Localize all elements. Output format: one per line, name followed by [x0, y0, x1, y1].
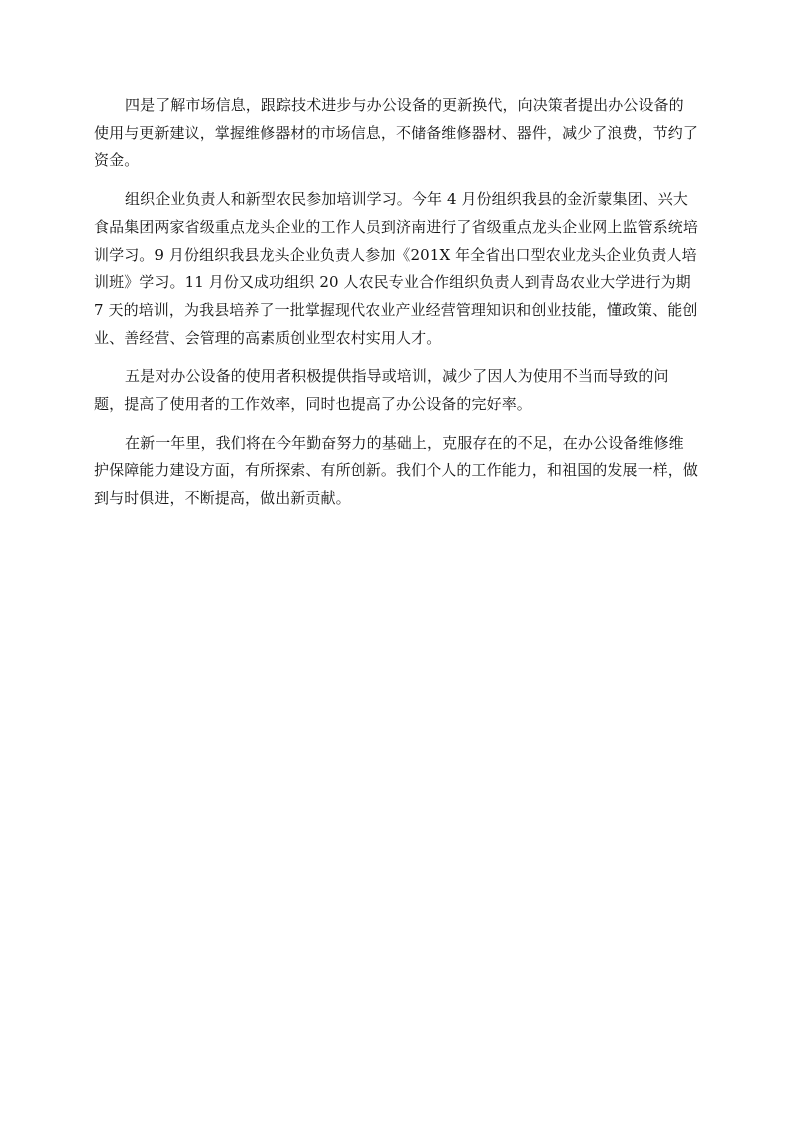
paragraph-user-guidance: 五是对办公设备的使用者积极提供指导或培训，减少了因人为使用不当而导致的问题，提高了使用者的工作效率，同时也提高了办公设备的完好率。	[94, 367, 669, 414]
document-body	[94, 92, 698, 524]
paragraph-market-info: 四是了解市场信息，跟踪技术进步与办公设备的更新换代，向决策者提出办公设备的使用与更新建议，掌握维修器材的市场信息，不储备维修器材、器件，减少了浪费，节约了资金。	[94, 96, 699, 170]
paragraph-new-year: 在新一年里，我们将在今年勤奋努力的基础上，克服存在的不足，在办公设备维修维护保障能力建设方面，有所探索、有所创新。我们个人的工作能力，和祖国的发展一样，做到与时俱进，不断提高，做出新贡献。	[94, 433, 699, 508]
paragraph-training: 组织企业负责人和新型农民参加培训学习。今年 4 月份组织我县的金沂蒙集团、兴大食品集团两家省级重点龙头企业的工作人员到济南进行了省级重点龙头企业网上监管系统培训学习。9 月份组织我县龙头企业负责人参加《201X 年全省出口型农业龙头企业负责人培训班》学习。11 月份又成功组织 20 人农民专业合作组织负责人到青岛农业大学进行为期 7 天的培训，为我县培养了一批掌握现代农业产业经营管理知识和创业技能，懂政策、能创业、善经营、会管理的高素质创业型农村实用人才。	[94, 190, 699, 347]
